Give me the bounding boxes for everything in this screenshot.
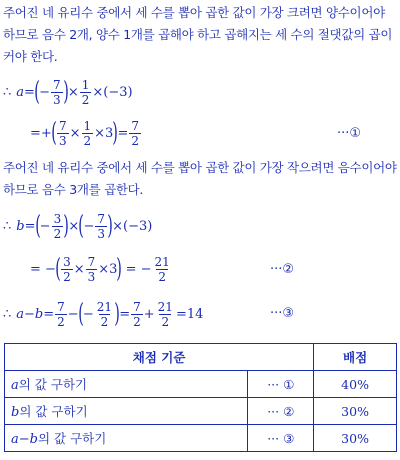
equals-sign: = <box>117 125 129 141</box>
result-14: 14 <box>186 306 204 322</box>
equals-minus: = − <box>125 261 152 277</box>
fraction-7-3: $\frac{7}{3}$ <box>58 118 67 148</box>
times-sign: × <box>67 84 79 100</box>
variable-b: b <box>16 218 25 234</box>
minus-prefix: = − <box>30 261 56 277</box>
fraction-3-2: $\frac{3}{2}$ <box>63 254 71 284</box>
table-row <box>5 371 397 398</box>
header-criteria: 채점 기준 <box>5 344 314 371</box>
result-fraction-21-2: $\frac{21}{2}$ <box>154 254 170 284</box>
fraction-7-3: $\frac{7}{3}$ <box>87 254 96 284</box>
minus-sign: − <box>39 218 51 234</box>
equation-a-setup: ∴ a = ( − $\frac{7}{3}$ ) × $\frac{1}{2}$ × (−3) <box>3 77 133 107</box>
table-row <box>5 425 397 452</box>
header-points: 배점 <box>314 344 397 371</box>
times-sign: × <box>98 261 110 277</box>
fraction-1-2: $\frac{1}{2}$ <box>83 118 92 148</box>
therefore-symbol: ∴ <box>3 218 12 234</box>
fraction-21-2: $\frac{21}{2}$ <box>157 299 173 329</box>
fraction-7-3: $\frac{7}{3}$ <box>53 77 61 107</box>
therefore-symbol: ∴ <box>3 306 12 322</box>
expression-a-minus-b: a−b <box>16 306 44 322</box>
therefore-symbol: ∴ <box>3 84 12 100</box>
times-sign: × <box>69 125 81 141</box>
step-mark-cell: ··· ② <box>248 398 314 425</box>
criteria-cell: b의 값 구하기 <box>5 398 248 425</box>
table-header-row <box>5 344 397 371</box>
criteria-cell: a−b의 값 구하기 <box>5 425 248 452</box>
fraction-3-2: $\frac{3}{2}$ <box>53 211 62 241</box>
minus-sign: − <box>39 84 51 100</box>
number-3: 3 <box>109 261 118 277</box>
equation-b-result: = − ( $\frac{3}{2}$ × $\frac{7}{3}$ × 3 ) = − $\frac{21}{2}$ <box>30 254 170 284</box>
times-sign: × <box>73 261 85 277</box>
result-fraction-7-2: $\frac{7}{2}$ <box>131 118 140 148</box>
equals-sign: = <box>175 306 187 322</box>
factor-minus-3: (−3) <box>123 218 153 234</box>
explanation-paragraph-1: 주어진 네 유리수 중에서 세 수를 뽑아 곱한 값이 가장 크려면 양수이어야 하므로 음수 2개, 양수 1개를 곱해야 하고 곱해지는 세 수의 절댓값의 곱이 커야 한다. <box>3 5 393 64</box>
fraction-7-2: $\frac{7}{2}$ <box>133 299 141 329</box>
equation-a-result: =+ ( $\frac{7}{3}$ × $\frac{1}{2}$ × 3 ) = $\frac{7}{2}$ <box>30 118 140 148</box>
equals-sign: = <box>43 306 55 322</box>
fraction-7-2: $\frac{7}{2}$ <box>57 299 65 329</box>
number-3: 3 <box>105 125 114 141</box>
times-sign: × <box>68 218 80 234</box>
table-row <box>5 398 397 425</box>
minus-sign: − <box>67 306 79 322</box>
fraction-1-2: $\frac{1}{2}$ <box>81 77 90 107</box>
points-cell: 30% <box>314 425 397 452</box>
variable-a: a <box>16 84 25 100</box>
equation-b-setup: ∴ b = ( − $\frac{3}{2}$ ) × ( − $\frac{7}{3}$ ) × (−3) <box>3 211 153 241</box>
explanation-paragraph-2: 주어진 네 유리수 중에서 세 수를 뽑아 곱한 값이 가장 작으려면 음수이어야 하므로 음수 3개를 곱한다. <box>3 160 397 197</box>
step-marker-2: ···② <box>270 262 295 277</box>
factor-minus-3: (−3) <box>103 84 133 100</box>
times-sign: × <box>112 218 124 234</box>
criteria-cell: a의 값 구하기 <box>5 371 248 398</box>
times-sign: × <box>92 84 104 100</box>
points-cell: 30% <box>314 398 397 425</box>
step-mark-cell: ··· ③ <box>248 425 314 452</box>
equals-sign: = <box>24 218 36 234</box>
equation-a-minus-b: ∴ a−b = $\frac{7}{2}$ − ( − $\frac{21}{2}$ ) = $\frac{7}{2}$ + $\frac{21}{2}$ = 14 <box>3 299 204 329</box>
times-sign: × <box>94 125 106 141</box>
fraction-7-3: $\frac{7}{3}$ <box>97 211 105 241</box>
plus-prefix: =+ <box>30 125 52 141</box>
minus-sign: − <box>82 306 94 322</box>
step-marker-3: ···③ <box>270 306 295 321</box>
fraction-21-2: $\frac{21}{2}$ <box>96 299 113 329</box>
equals-sign: = <box>119 306 131 322</box>
equals-sign: = <box>24 84 35 100</box>
minus-sign: − <box>83 218 95 234</box>
scoring-criteria-table <box>4 343 397 452</box>
points-cell: 40% <box>314 371 397 398</box>
step-mark-cell: ··· ① <box>248 371 314 398</box>
step-marker-1: ···① <box>337 126 362 141</box>
